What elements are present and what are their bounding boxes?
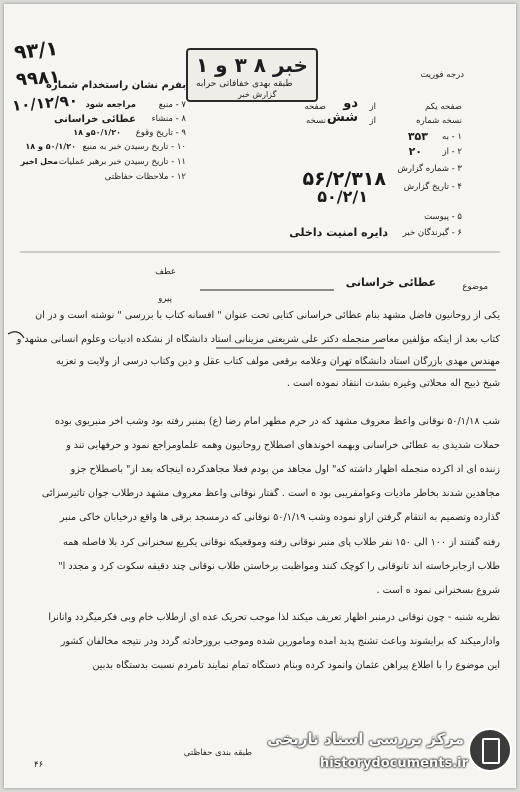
- stamp-sub-text: طبقه بهدی خفافاتی حرابه: [196, 79, 293, 89]
- field-3-value: ۵۶/۲/۳۱۸: [302, 168, 386, 190]
- field-6-label: ۶ - گیرندگان خبر: [402, 228, 462, 238]
- body-line-11: طلاب ازجابرخاسته اند تانوقانی را کوچک کنند ومواظبت برخاستن طلاب نوقانی چند دقیقه سکوت کرد و مجدد ا": [58, 561, 500, 572]
- field-10-label: ۱۰ - تاریخ رسیدن خبر به منبع: [82, 142, 186, 152]
- footer-classification: طبقه بندی حفاظتی: [183, 748, 252, 758]
- form-header: بفرم نشان راستخدام شماره: [46, 80, 186, 91]
- stamp-main-text: خبر ۸ ۳ و ۱: [196, 53, 308, 77]
- copy-label: نسخه شماره: [416, 116, 462, 126]
- copy-suffix: نسخه: [306, 116, 326, 126]
- field-9-label: ۹ - تاریخ وقوع: [135, 128, 186, 138]
- watermark-title: مرکز بررسی اسناد تاریخی: [267, 730, 464, 748]
- follow-up-label: پیرو: [158, 294, 172, 304]
- body-line-10: رفته گفتند از ۱۰۰ الی ۱۵۰ نفر طلاب پای منبر نوقانی رفته وموقعیکه نوقانی یکریع سخنرانی کرد بلا فاصله همه: [63, 537, 500, 548]
- page-total: دو: [343, 96, 358, 111]
- page-of-label: از: [369, 102, 376, 112]
- urgency-label: درجه فوریت: [420, 70, 464, 80]
- field-1-label: ۱ - به: [442, 132, 462, 142]
- document-page: [4, 4, 516, 788]
- field-11-value: محل اخیر: [20, 157, 58, 166]
- body-line-13: نظریه شنبه - چون نوقانی درمنبر اظهار تعریف میکند لذا موجب تحریک عده ای ازطلاب خام وبی فکرمیگردد وآنانرا: [48, 612, 500, 623]
- watermark-url[interactable]: historydocuments.ir: [319, 756, 468, 771]
- field-8-label: ۸ - منشاء: [151, 114, 186, 124]
- body-line-6: حملات شدیدی به عطائی خراسانی وبهمه آخوندهای اصطلاح روحانیون وهمه علماومراجع نمود و حرفهایی تند و: [66, 440, 500, 451]
- subject-value: عطائی خراسانی: [345, 276, 436, 289]
- body-line-8: مجاهدین شدند بخاطر مادیات وعوامفریبی بود ه است . گفتار نوقانی واعظ معروف مشهد درطلاب جوان تاثیرسزائی: [41, 488, 500, 499]
- body-line-14: وادارمیکند که برایشوند وباعث تشنج پدید آمده ومامورین شده وموجب بروزحادثه گردد ودر نتیجه مخالفان کشور: [60, 636, 500, 647]
- field-1-value: ۳۵۳: [407, 130, 428, 143]
- field-9-value: ۵۰/۱/۲۰و ۱۸: [73, 128, 121, 137]
- field-7-value: مراجعه شود: [85, 100, 136, 110]
- body-line-9: گذارده وتصمیم به انتقام گرفتن ازاو نموده وشب ۵۰/۱/۱۹ نوقانی که درمسجد برقی ها واقع درخیابان خاکی منبر: [59, 512, 500, 523]
- field-5-label: ۵ - پیوست: [424, 212, 462, 222]
- field-10-value: ۵۰/۱/۲۰ و ۱۸: [25, 142, 76, 151]
- handwritten-note-1: ۹۳/۱: [12, 35, 60, 65]
- field-8-value: عطائی خراسانی: [54, 114, 136, 125]
- page-suffix: صفحه: [304, 102, 326, 112]
- body-line-3: مهندس مهدی بازرگان استاد دانشگاه تهران وعلامه برقعی مولف کتاب عقل و دین وکتاب درسی از ولایت و تعزیه: [55, 356, 500, 367]
- archive-logo-icon: [468, 728, 512, 772]
- field-2-label: ۲ - از: [442, 147, 462, 157]
- handwritten-note-2: ۹۹۸۱: [15, 66, 61, 91]
- copy-total: شش: [326, 110, 358, 125]
- body-line-4: شیخ ذبیح اله محلاتی وغیره بشدت انتقاد نموده است .: [286, 378, 500, 389]
- body-line-15: این موضوع را با اطلاع پیراهن عثمان وانمود کرده وبنام دستگاه تمام نمایند تامردم نسبت بدستگاه بدبین: [92, 660, 500, 671]
- body-line-7: زننده ای اد اکرده منجمله اظهار داشته که" اول مجاهد من بودم فعلا مجاهدکرده اینجاکه بعد از" باصطلاح جزو: [70, 464, 500, 475]
- body-line-12: شروع بسخنرانی نمود ه است .: [376, 585, 500, 596]
- field-4-value: ۵۰/۲/۱: [317, 187, 368, 206]
- field-3-label: ۳ - شماره گزارش: [397, 164, 462, 174]
- field-4-label: ۴ - تاریخ گزارش: [403, 182, 462, 192]
- stamp-report-label: گزارش خبر: [238, 90, 277, 99]
- handwritten-note-3: ۱۰/۱۲/۹۰: [11, 91, 79, 115]
- copy-of-label: از: [369, 116, 376, 126]
- field-11-label: ۱۱ - تاریخ رسیدن خبر برهبر عملیات: [58, 157, 186, 167]
- reference-label: عطف: [155, 267, 176, 277]
- subject-label: موضوع: [462, 282, 488, 292]
- body-line-1: یکی از روحانیون فاضل مشهد بنام عطائی خراسانی کتابی تحت عنوان " افسانه کتاب با بررسی " نوشته است و در آن: [35, 310, 500, 321]
- field-6-value: دایره امنیت داخلی: [289, 226, 388, 239]
- body-line-2: کتاب بعد از اینکه مؤلفین معاصر منجمله دکتر علی شریعتی مزینانی استاد دانشگاه از نشکده ادبیات وعلوم انسانی مشهد و: [16, 334, 500, 345]
- margin-mark: [8, 332, 24, 338]
- field-2-value: ۲۰: [408, 145, 422, 158]
- field-7-label: ۷ - منبع: [158, 100, 186, 110]
- hand-marks: [4, 4, 516, 788]
- archive-watermark: [183, 714, 516, 788]
- footer-page-number: ۴۶: [34, 760, 44, 770]
- page-label: صفحه یکم: [425, 102, 462, 112]
- field-12-label: ۱۲ - ملاحظات حفاظتی: [104, 172, 186, 182]
- body-line-5: شب ۵۰/۱/۱۸ نوقانی واعظ معروف مشهد که در حرم مطهر امام رضا (ع) بمنبر رفته بود وشب آخر منبریوی بوده: [54, 416, 500, 427]
